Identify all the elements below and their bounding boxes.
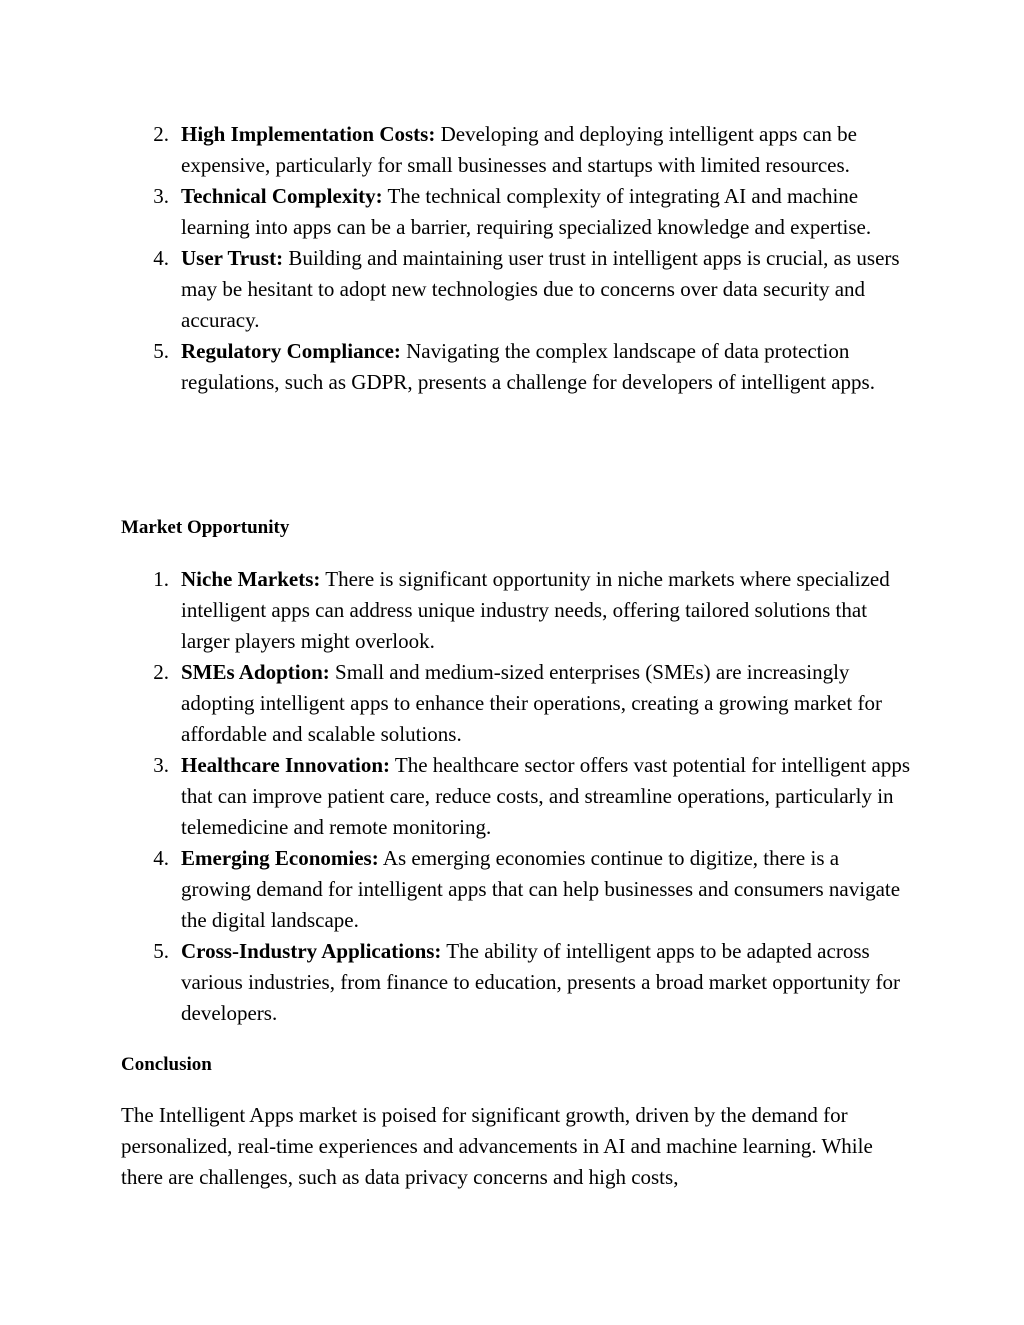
market-opportunity-list bbox=[121, 564, 911, 1029]
list-item-text: As emerging economies continue to digitize, there is a growing demand for intelligent apps that can help businesses and consumers navigate the digital landscape. bbox=[181, 846, 901, 932]
list-number: 3. bbox=[153, 184, 169, 208]
list-item bbox=[121, 657, 911, 750]
list-item-term: Cross-Industry Applications: bbox=[181, 939, 442, 963]
list-item-text: The technical complexity of integrating AI and machine learning into apps can be a barrier, requiring specialized knowledge and expertise. bbox=[181, 184, 872, 239]
list-item bbox=[121, 119, 911, 181]
list-item-text: Small and medium-sized enterprises (SMEs) are increasingly adopting intelligent apps to enhance their operations, creating a growing market for affordable and scalable solutions. bbox=[181, 660, 882, 746]
list-number: 3. bbox=[153, 753, 169, 777]
list-item-text: There is significant opportunity in niche markets where specialized intelligent apps can address unique industry needs, offering tailored solutions that larger players might overlook. bbox=[181, 567, 890, 653]
list-item bbox=[121, 750, 911, 843]
list-item bbox=[121, 564, 911, 657]
list-item-term: Emerging Economies: bbox=[181, 846, 379, 870]
list-item-text: The healthcare sector offers vast potential for intelligent apps that can improve patient care, reduce costs, and streamline operations, particularly in telemedicine and remote monitoring. bbox=[181, 753, 910, 839]
list-item-text: Navigating the complex landscape of data protection regulations, such as GDPR, presents a challenge for developers of intelligent apps. bbox=[181, 339, 875, 394]
list-number: 2. bbox=[153, 660, 169, 684]
list-item-text: Building and maintaining user trust in intelligent apps is crucial, as users may be hesitant to adopt new technologies due to concerns over data security and accuracy. bbox=[181, 246, 900, 332]
list-number: 5. bbox=[153, 939, 169, 963]
list-item-term: User Trust: bbox=[181, 246, 284, 270]
section-heading-market-opportunity: Market Opportunity bbox=[121, 517, 290, 538]
list-item-term: High Implementation Costs: bbox=[181, 122, 436, 146]
list-item bbox=[121, 243, 911, 336]
list-number: 4. bbox=[153, 846, 169, 870]
list-item-term: Healthcare Innovation: bbox=[181, 753, 391, 777]
list-item-term: SMEs Adoption: bbox=[181, 660, 330, 684]
list-item bbox=[121, 936, 911, 1029]
list-item-text: Developing and deploying intelligent apps can be expensive, particularly for small businesses and startups with limited resources. bbox=[181, 122, 857, 177]
list-item bbox=[121, 181, 911, 243]
list-item-term: Niche Markets: bbox=[181, 567, 321, 591]
list-number: 2. bbox=[153, 122, 169, 146]
section-heading-conclusion: Conclusion bbox=[121, 1054, 212, 1075]
list-number: 1. bbox=[153, 567, 169, 591]
list-item-term: Technical Complexity: bbox=[181, 184, 383, 208]
conclusion-paragraph: The Intelligent Apps market is poised for significant growth, driven by the demand for personalized, real-time experiences and advancements in AI and machine learning. While there are challenges, such as data privacy concerns and high costs, bbox=[121, 1103, 873, 1189]
challenges-list bbox=[121, 119, 911, 398]
list-item-term: Regulatory Compliance: bbox=[181, 339, 401, 363]
list-number: 4. bbox=[153, 246, 169, 270]
list-item bbox=[121, 336, 911, 398]
list-item bbox=[121, 843, 911, 936]
list-number: 5. bbox=[153, 339, 169, 363]
list-item-text: The ability of intelligent apps to be adapted across various industries, from finance to education, presents a broad market opportunity for developers. bbox=[181, 939, 901, 1025]
